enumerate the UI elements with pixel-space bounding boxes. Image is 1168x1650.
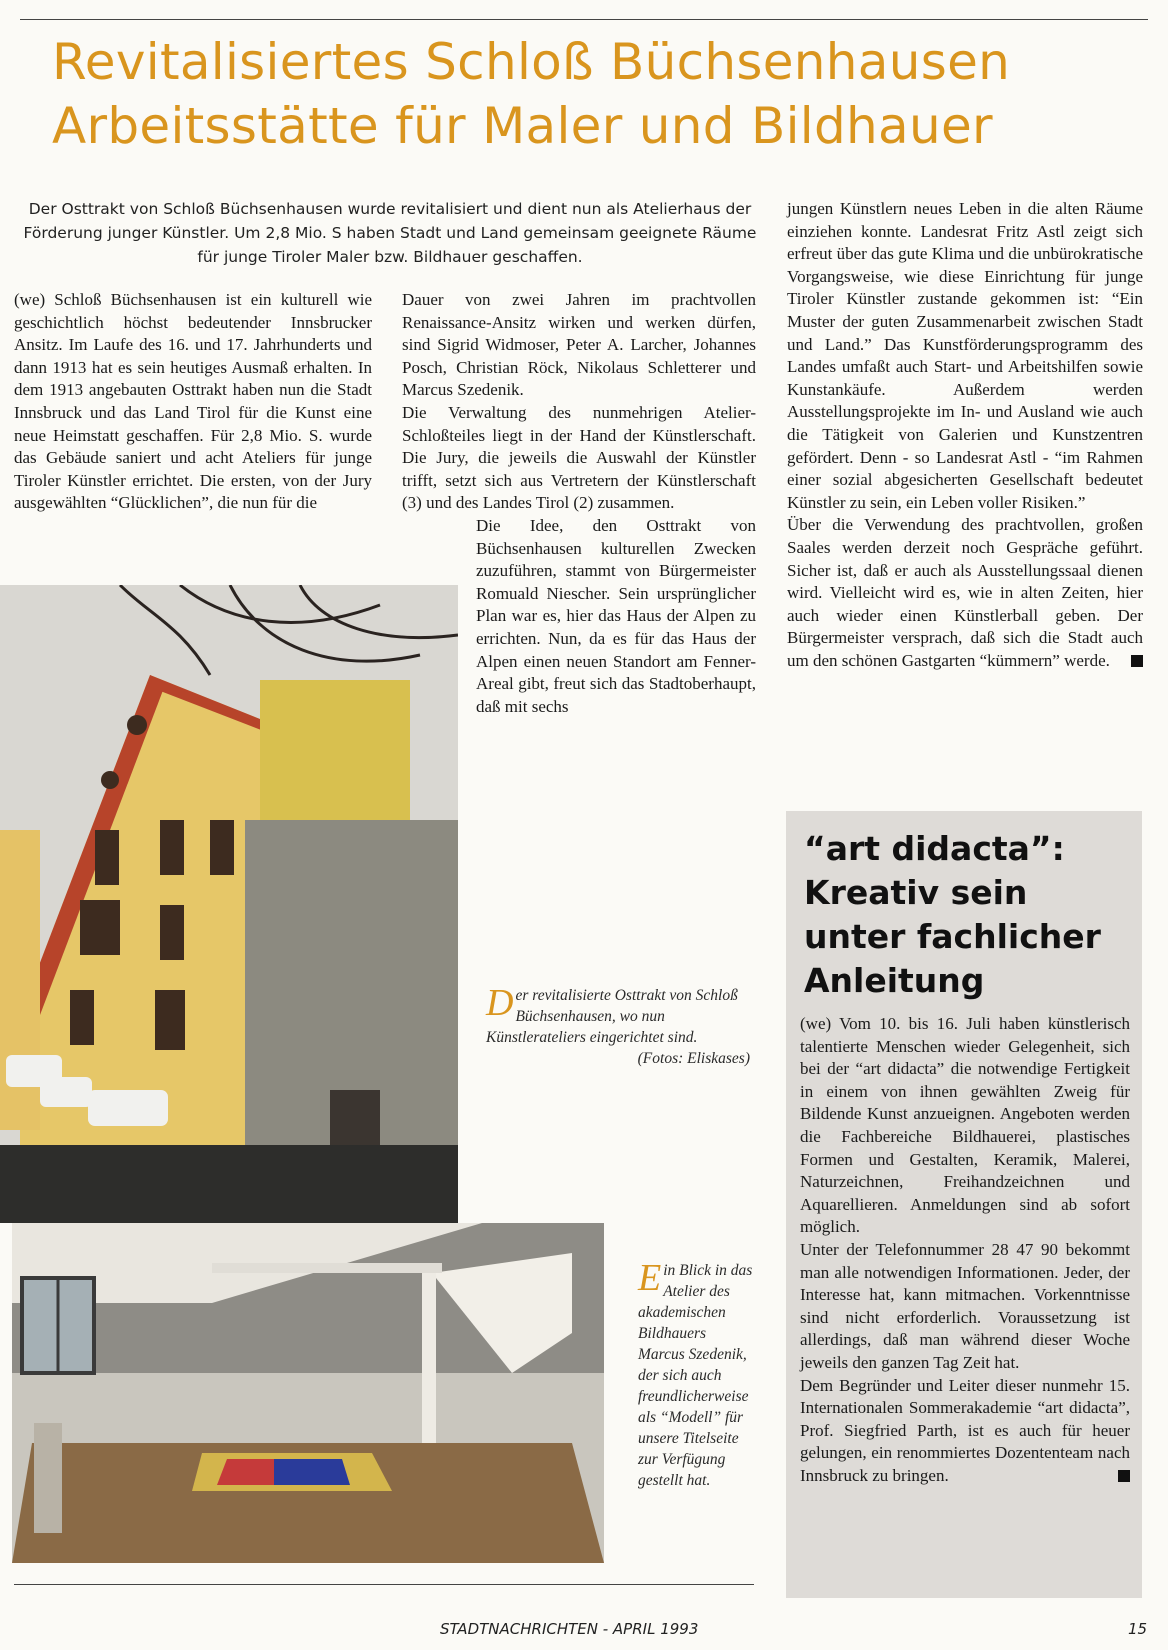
- caption-text: er revitalisierte Osttrakt von Schloß Büchsenhausen, wo nun Künstlerateliers eingerichtet sind.: [486, 987, 738, 1046]
- photo-credit: (Fotos: Eliskases): [637, 1050, 750, 1067]
- article-paragraph-text: Über die Verwendung des prachtvollen, großen Saales werden derzeit noch Gespräche geführt. Sicher ist, daß er auch als Ausstellungssaal dienen wird. Vielleicht wird es, wie in alten Zeiten, hier auch wieder einen Künstlerball geben. Der Bürgermeister versprach, daß sich die Stadt auch um den schönen Gastgarten “kümmern” werde.: [787, 515, 1143, 670]
- sidebar-paragraph: Unter der Telefonnummer 28 47 90 bekommt man alle notwendigen Informationen. Jeder, der Interesse hat, kann mitmachen. Vorkenntnisse sind nicht erforderlich. Voraussetzung ist allerdings, daß man während dieser Woche jeweils den ganzen Tag Zeit hat.: [800, 1239, 1130, 1372]
- sidebar-box: [786, 811, 1142, 1598]
- caption-initial: D: [486, 982, 514, 1024]
- headline: [52, 30, 1132, 158]
- atelier-interior-photo: [12, 1223, 604, 1563]
- caption-initial: E: [638, 1257, 662, 1299]
- article-paragraph: Die Idee, den Osttrakt von Büchsenhausen kulturellen Zwecken zuzuführen, stammt von Bürgermeister Romuald Niescher. Sein ursprünglicher Plan war es, hier das Haus der Alpen zu errichten. Nun, da es für das Haus der Alpen einen neuen Standort am Fenner-Areal gibt, freut sich das Stadtoberhaupt, daß mit sechs: [476, 515, 756, 716]
- sidebar-body: [800, 1013, 1130, 1487]
- castle-exterior-photo: [0, 585, 458, 1223]
- article-paragraph: (we) Schloß Büchsenhausen ist ein kulturell wie geschichtlich höchst bedeutender Innsbrucker Ansitz. Im Laufe des 16. und 17. Jahrhunderts und dann 1913 hat es sein heutiges Ausmaß erhalten. In dem 1913 angebauten Osttrakt haben nun die Stadt Innsbruck und das Land Tirol für die Kunst eine neue Heimstatt geschaffen. Für 2,8 Mio. S. wurde das Gebäude saniert und acht Ateliers für junge Tiroler Künstler errichtet. Die ersten, von der Jury ausgewählten “Glücklichen”, die nun für die: [14, 290, 372, 513]
- end-mark: [1118, 1470, 1130, 1482]
- top-rule: [20, 19, 1148, 20]
- headline-line-2: Arbeitsstätte für Maler und Bildhauer: [52, 97, 993, 155]
- headline-line-1: Revitalisiertes Schloß Büchsenhausen: [52, 33, 1011, 91]
- lead-paragraph: Der Osttrakt von Schloß Büchsenhausen wurde revitalisiert und dient nun als Atelierhaus der Förderung junger Künstler. Um 2,8 Mio. S haben Stadt und Land gemeinsam geeignete Räume für junge Tiroler Maler bzw. Bildhauer geschaffen.: [23, 200, 757, 266]
- sidebar-title: “art didacta”: Kreativ sein unter fachlicher Anleitung: [804, 829, 1101, 1000]
- article-column-3: [787, 198, 1143, 672]
- bottom-rule: [14, 1584, 754, 1585]
- article-paragraph: Die Verwaltung des nunmehrigen Atelier-Schloßteiles liegt in der Hand der Künstlerschaft. Die Jury, die jeweils die Auswahl der Künstler trifft, setzt sich aus Vertretern der Künstlerschaft (3) und des Landes Tirol (2) zusammen.: [402, 402, 756, 513]
- caption-text: in Blick in das Atelier des akademischen Bildhauers Marcus Szedenik, der sich auch freundlicherweise als “Modell” für unsere Titelseite zur Verfügung gestellt hat.: [638, 1262, 753, 1489]
- sidebar-paragraph-text: Dem Begründer und Leiter dieser nunmehr 15. Internationalen Sommerakademie “art didacta”, Prof. Siegfried Parth, ist es auch für heuer gelungen, ein renommiertes Dozententeam nach Innsbruck zu bringen.: [800, 1375, 1130, 1485]
- footer-publication: STADTNACHRICHTEN - APRIL 1993: [440, 1620, 699, 1638]
- caption-exterior: [486, 982, 750, 1069]
- sidebar-paragraph: [800, 1375, 1130, 1488]
- article-paragraph: [787, 514, 1143, 672]
- sidebar-paragraph: (we) Vom 10. bis 16. Juli haben künstlerisch talentierte Menschen wieder Gelegenheit, sich bei der “art didacta” die notwendige Fertigkeit in einem von ihnen gewählten Zweig für Bildende Kunst anzueignen. Angeboten werden die Fachbereiche Bildhauerei, plastisches Formen und Gestalten, Keramik, Malerei, Naturzeichnen, Freihandzeichnen und Aquarellieren. Anmeldungen sind ab sofort möglich.: [800, 1014, 1130, 1237]
- article-column-1: [14, 289, 372, 515]
- footer-page-number: 15: [1128, 1620, 1148, 1638]
- end-mark: [1131, 655, 1143, 667]
- article-paragraph: jungen Künstlern neues Leben in die alten Räume einziehen konnte. Landesrat Fritz Astl zeigt sich erfreut über das gute Klima und die unbürokratische Vorgangsweise, wie diese Einrichtung für junge Tiroler Künstler zustande gekommen ist: “Ein Muster der guten Zusammenarbeit zwischen Stadt und Land.” Das Kunstförderungsprogramm des Landes umfaßt auch Start- und Arbeitshilfen sowie Kunstankäufe. Außerdem werden Ausstellungsprojekte im In- und Ausland wie auch die Tätigkeit von Galerien und Kunstzentren gefördert. Denn - so Landesrat Astl - “im Rahmen einer sozial abgesicherten Gesellschaft bedeutet Künstler zu sein, ein Leben voller Risiken.”: [787, 199, 1143, 512]
- article-paragraph: Dauer von zwei Jahren im prachtvollen Renaissance-Ansitz wirken und werken dürfen, sind Sigrid Widmoser, Peter A. Larcher, Johannes Posch, Christian Röck, Nikolaus Schletterer und Marcus Szedenik.: [402, 290, 756, 400]
- caption-interior: [638, 1257, 756, 1491]
